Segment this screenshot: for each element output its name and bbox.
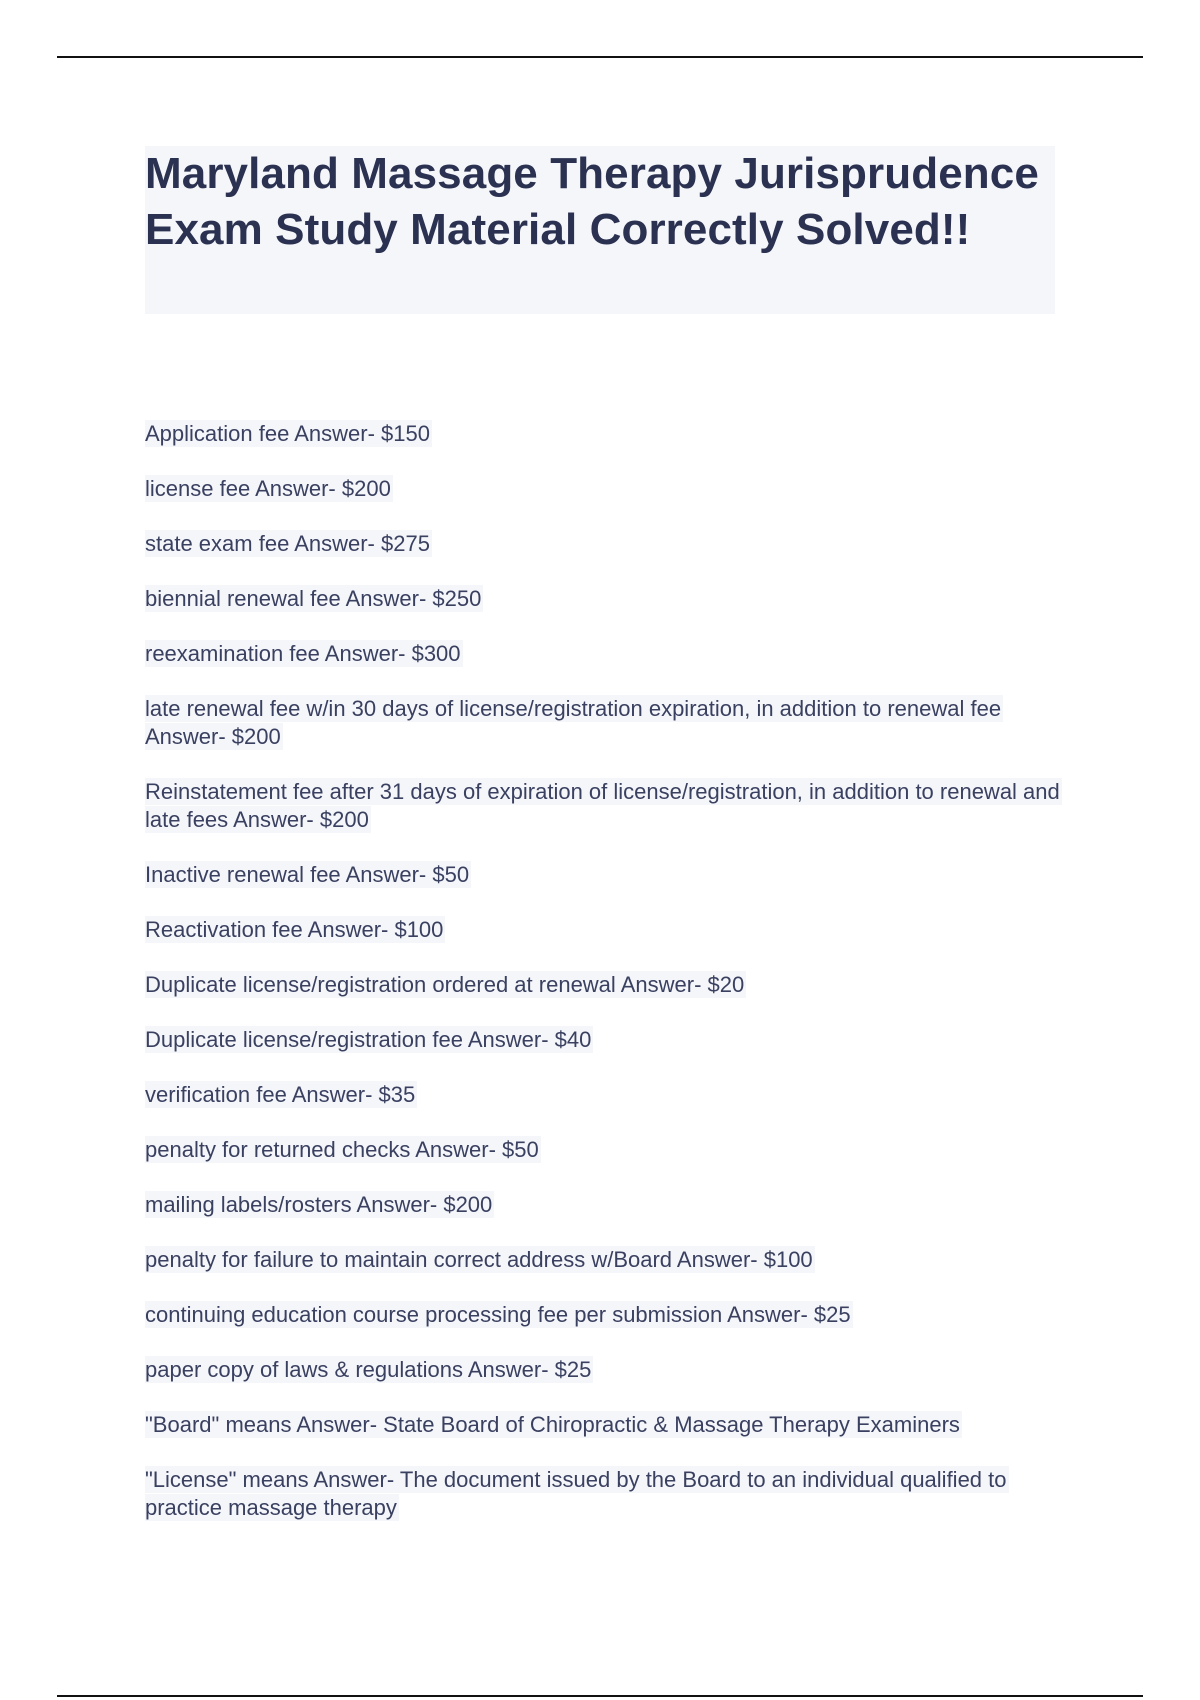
qa-item-paper-copy-laws: [145, 1356, 1065, 1384]
qa-item-reactivation-fee: [145, 916, 1065, 944]
qa-item-reinstatement-fee: [145, 778, 1065, 834]
qa-item-verification-fee: [145, 1081, 1065, 1109]
qa-text: "License" means Answer- The document issued by the Board to an individual qualified to practice massage therapy: [145, 1467, 1007, 1520]
qa-text: Reactivation fee Answer- $100: [145, 917, 444, 942]
qa-item-license-definition: [145, 1466, 1065, 1522]
top-rule: [57, 56, 1143, 58]
qa-list: [145, 420, 1065, 1549]
qa-item-reexamination-fee: [145, 640, 1065, 668]
qa-text: Reinstatement fee after 31 days of expiration of license/registration, in addition to renewal and late fees Answer- $200: [145, 779, 1060, 832]
qa-item-application-fee: [145, 420, 1065, 448]
qa-text: late renewal fee w/in 30 days of license/registration expiration, in addition to renewal fee Answer- $200: [145, 696, 1002, 749]
qa-text: paper copy of laws & regulations Answer- $25: [145, 1357, 592, 1382]
qa-text: continuing education course processing fee per submission Answer- $25: [145, 1302, 851, 1327]
qa-item-ce-processing-fee: [145, 1301, 1065, 1329]
qa-text: verification fee Answer- $35: [145, 1082, 416, 1107]
qa-text: reexamination fee Answer- $300: [145, 641, 461, 666]
qa-item-returned-checks-penalty: [145, 1136, 1065, 1164]
qa-text: Duplicate license/registration ordered at renewal Answer- $20: [145, 972, 745, 997]
qa-item-state-exam-fee: [145, 530, 1065, 558]
qa-item-mailing-labels: [145, 1191, 1065, 1219]
qa-item-address-penalty: [145, 1246, 1065, 1274]
qa-text: penalty for failure to maintain correct address w/Board Answer- $100: [145, 1247, 813, 1272]
qa-text: license fee Answer- $200: [145, 476, 391, 501]
qa-text: Inactive renewal fee Answer- $50: [145, 862, 470, 887]
qa-text: Duplicate license/registration fee Answer- $40: [145, 1027, 592, 1052]
document-title: Maryland Massage Therapy Jurisprudence Exam Study Material Correctly Solved!!: [145, 149, 1039, 254]
qa-item-board-definition: [145, 1411, 1065, 1439]
qa-text: state exam fee Answer- $275: [145, 531, 430, 556]
qa-text: mailing labels/rosters Answer- $200: [145, 1192, 493, 1217]
qa-item-duplicate-fee: [145, 1026, 1065, 1054]
qa-text: "Board" means Answer- State Board of Chiropractic & Massage Therapy Examiners: [145, 1412, 960, 1437]
bottom-rule: [57, 1695, 1143, 1697]
qa-item-duplicate-at-renewal: [145, 971, 1065, 999]
qa-item-late-renewal-fee: [145, 695, 1065, 751]
qa-text: Application fee Answer- $150: [145, 421, 430, 446]
qa-item-inactive-renewal-fee: [145, 861, 1065, 889]
qa-text: biennial renewal fee Answer- $250: [145, 586, 482, 611]
qa-item-license-fee: [145, 475, 1065, 503]
qa-item-biennial-renewal-fee: [145, 585, 1065, 613]
qa-text: penalty for returned checks Answer- $50: [145, 1137, 539, 1162]
title-block: [145, 146, 1055, 314]
